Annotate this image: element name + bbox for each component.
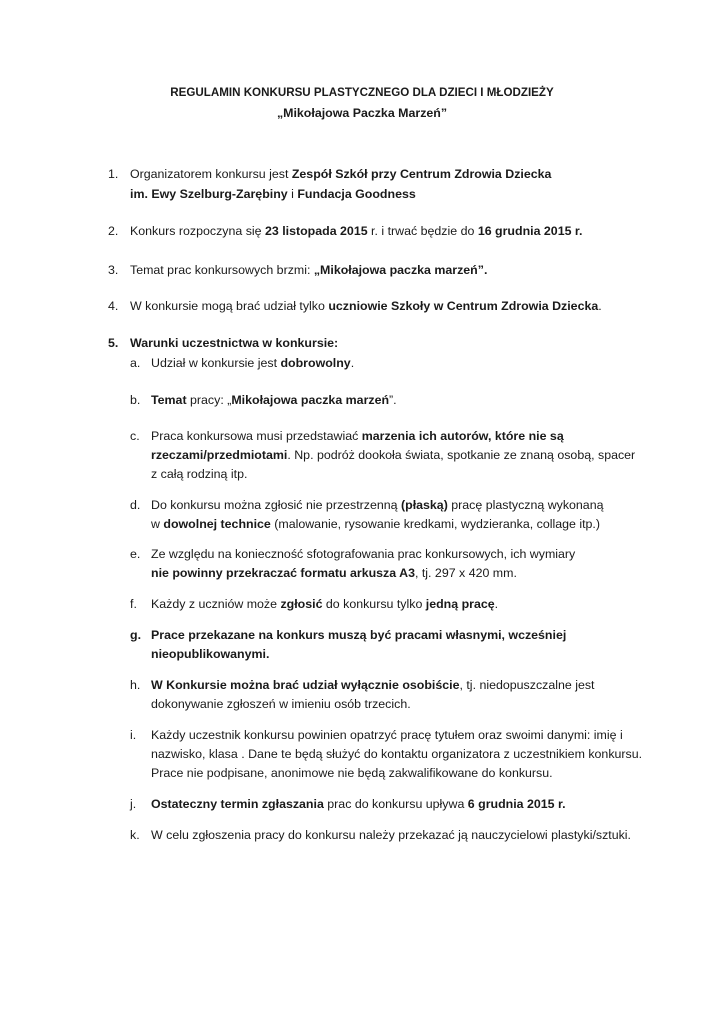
subitem-letter-h: h. bbox=[130, 678, 141, 692]
subitem-letter-e: e. bbox=[130, 547, 141, 561]
subitem-e-line-1: Ze względu na konieczność sfotografowania prac konkursowych, ich wymiary bbox=[151, 547, 576, 561]
item-5-heading: Warunki uczestnictwa w konkursie: bbox=[130, 336, 339, 350]
item-1-line-2: im. Ewy Szelburg-Zarębiny i Fundacja Goodness bbox=[130, 187, 416, 201]
item-number-2: 2. bbox=[108, 224, 119, 238]
subitem-letter-j: j. bbox=[130, 797, 137, 811]
document-subtitle: „Mikołajowa Paczka Marzeń” bbox=[276, 106, 448, 120]
subitem-c-line-2: rzeczami/przedmiotami. Np. podróż dookoła świata, spotkanie ze znaną osobą, spacer bbox=[151, 448, 636, 462]
subitem-e-line-2: nie powinny przekraczać formatu arkusza A3, tj. 297 x 420 mm. bbox=[151, 566, 517, 580]
subitem-g-line-2: nieopublikowanymi. bbox=[151, 647, 270, 661]
document-title: REGULAMIN KONKURSU PLASTYCZNEGO DLA DZIECI I MŁODZIEŻY bbox=[170, 86, 554, 99]
subitem-a-text: Udział w konkursie jest dobrowolny. bbox=[151, 356, 355, 370]
subitem-d-line-2: w dowolnej technice (malowanie, rysowanie kredkami, wydzieranka, collage itp.) bbox=[151, 517, 600, 531]
subitem-letter-g: g. bbox=[130, 628, 142, 642]
item-number-4: 4. bbox=[108, 299, 119, 313]
item-number-1: 1. bbox=[108, 167, 119, 181]
subitem-letter-c: c. bbox=[130, 429, 140, 443]
subitem-c-line-1: Praca konkursowa musi przedstawiać marzenia ich autorów, które nie są bbox=[151, 429, 564, 443]
subitem-h-line-2: dokonywanie zgłoszeń w imieniu osób trzecich. bbox=[151, 697, 411, 711]
subitem-g-line-1: Prace przekazane na konkurs muszą być pracami własnymi, wcześniej bbox=[151, 628, 567, 642]
item-4-text: W konkursie mogą brać udział tylko uczniowie Szkoły w Centrum Zdrowia Dziecka. bbox=[130, 299, 602, 313]
subitem-j-text: Ostateczny termin zgłaszania prac do konkursu upływa 6 grudnia 2015 r. bbox=[151, 797, 566, 811]
item-number-3: 3. bbox=[108, 263, 119, 277]
subitem-letter-d: d. bbox=[130, 498, 141, 512]
item-number-5: 5. bbox=[108, 336, 119, 350]
item-1-line-1: Organizatorem konkursu jest Zespół Szkół przy Centrum Zdrowia Dziecka bbox=[130, 167, 552, 181]
subitem-letter-f: f. bbox=[130, 597, 137, 611]
subitem-d-line-1: Do konkursu można zgłosić nie przestrzenną (płaską) pracę plastyczną wykonaną bbox=[151, 498, 604, 512]
subitem-i-line-3: Prace nie podpisane, anonimowe nie będą zakwalifikowane do konkursu. bbox=[151, 766, 553, 780]
subitem-letter-b: b. bbox=[130, 393, 141, 407]
subitem-letter-a: a. bbox=[130, 356, 141, 370]
subitem-h-line-1: W Konkursie można brać udział wyłącznie osobiście, tj. niedopuszczalne jest bbox=[151, 678, 595, 692]
subitem-letter-i: i. bbox=[130, 728, 137, 742]
subitem-i-line-1: Każdy uczestnik konkursu powinien opatrzyć pracę tytułem oraz swoimi danymi: imię i bbox=[151, 728, 623, 742]
subitem-letter-k: k. bbox=[130, 828, 140, 842]
subitem-i-line-2: nazwisko, klasa . Dane te będą służyć do kontaktu organizatora z uczestnikiem konkursu. bbox=[151, 747, 643, 761]
subitem-b-text: Temat pracy: „Mikołajowa paczka marzeń”. bbox=[151, 393, 397, 407]
subitem-k-text: W celu zgłoszenia pracy do konkursu należy przekazać ją nauczycielowi plastyki/sztuki. bbox=[151, 828, 632, 842]
item-2-text: Konkurs rozpoczyna się 23 listopada 2015 r. i trwać będzie do 16 grudnia 2015 r. bbox=[130, 224, 583, 238]
subitem-c-line-3: z całą rodziną itp. bbox=[151, 467, 248, 481]
item-3-text: Temat prac konkursowych brzmi: „Mikołajowa paczka marzeń”. bbox=[130, 263, 488, 277]
subitem-f-text: Każdy z uczniów może zgłosić do konkursu tylko jedną pracę. bbox=[151, 597, 499, 611]
